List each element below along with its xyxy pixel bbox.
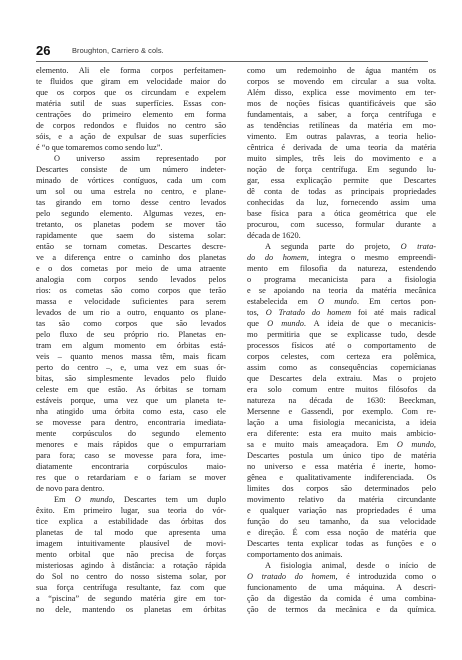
text-line bbox=[36, 538, 226, 549]
text-run: assim como as consequências copernicianas bbox=[247, 363, 436, 372]
text-run: como um redemoinho de água mantém os bbox=[247, 66, 436, 75]
running-head: Broughton, Carriero & cols. bbox=[72, 46, 164, 55]
text-line bbox=[247, 285, 436, 296]
italic-title: O mundo bbox=[318, 297, 357, 306]
text-run: que os corpos que os circundam e expelem bbox=[36, 88, 226, 97]
text-run: de corpos redondos e fluidos no centro são bbox=[36, 121, 226, 130]
text-line bbox=[247, 296, 436, 307]
text-run: a “piscina” de segundo matéria gire em tor- bbox=[36, 594, 226, 603]
text-run: função do seu tamanho, da sua velocidade bbox=[247, 517, 436, 526]
text-run: tas são como corpos que são levados bbox=[36, 319, 226, 328]
text-run: mos de noções físicas quantificáveis que são bbox=[247, 99, 436, 108]
text-run: veis – quanto menos massa têm, mais ficam bbox=[36, 352, 226, 361]
text-run: bitas, são simplesmente levados pelo fluido bbox=[36, 374, 226, 383]
text-line bbox=[36, 76, 226, 87]
text-run: sóis, e a ação de expulsar de suas superfícies bbox=[36, 132, 226, 141]
text-run: êxito. Em primeiro lugar, sua teoria do vór- bbox=[36, 506, 226, 515]
text-line bbox=[247, 351, 436, 362]
text-line bbox=[36, 186, 226, 197]
text-run: diatamente encontraria corpúsculos maio- bbox=[36, 462, 226, 471]
text-line bbox=[247, 142, 436, 153]
text-run: ção da digestão da comida é uma combina- bbox=[247, 594, 436, 603]
text-run: que bbox=[247, 319, 268, 328]
text-line bbox=[247, 307, 436, 318]
text-run: vimento. Em outras palavras, a teoria helio- bbox=[247, 132, 436, 141]
text-line bbox=[36, 142, 226, 153]
text-run: muito simples, três leis do movimento e a bbox=[247, 154, 436, 163]
right-text-column bbox=[247, 65, 436, 615]
text-run: estáveis porque, uma vez que um planeta te- bbox=[36, 396, 226, 405]
italic-title: O tratado do homem bbox=[247, 572, 336, 581]
text-line bbox=[36, 450, 226, 461]
text-line bbox=[36, 395, 226, 406]
text-run: , integra o mesmo empreendi- bbox=[306, 253, 436, 262]
text-line bbox=[247, 252, 436, 263]
text-run: A segunda parte do projeto, bbox=[265, 242, 401, 251]
text-line bbox=[36, 175, 226, 186]
text-run: analogia com corpos sendo levados pelos bbox=[36, 275, 226, 284]
text-line bbox=[36, 274, 226, 285]
text-run: rios: os cometas são como corpos que terão bbox=[36, 286, 226, 295]
text-line bbox=[247, 340, 436, 351]
italic-title: O mundo bbox=[267, 319, 304, 328]
text-line bbox=[36, 428, 226, 439]
text-line bbox=[36, 362, 226, 373]
text-run: tram em algum momento em órbitas está- bbox=[36, 341, 226, 350]
text-run: procurou, com sucesso, formular durante a bbox=[247, 220, 436, 229]
italic-title: O mundo bbox=[74, 495, 113, 504]
text-line bbox=[247, 109, 436, 120]
text-run: e se apoiando na teoria da matéria mecânica bbox=[247, 286, 436, 295]
text-run: natureza na década de 1630: Beeckman, bbox=[247, 396, 436, 405]
text-line bbox=[36, 263, 226, 274]
text-line bbox=[247, 241, 436, 252]
text-line bbox=[36, 285, 226, 296]
text-line bbox=[36, 494, 226, 505]
text-line bbox=[36, 208, 226, 219]
text-line bbox=[247, 274, 436, 285]
text-run: res que o retardariam e o fariam se mover bbox=[36, 473, 226, 482]
text-line bbox=[36, 98, 226, 109]
text-run: massa e velocidade suficientes para serem bbox=[36, 297, 226, 306]
text-line bbox=[247, 472, 436, 483]
text-line bbox=[36, 241, 226, 252]
text-line bbox=[247, 197, 436, 208]
text-line bbox=[247, 571, 436, 582]
text-line bbox=[36, 109, 226, 120]
text-run: as tendências retilíneas da matéria em mo- bbox=[247, 121, 436, 130]
text-run: Descartes postula um único tipo de matéria bbox=[247, 451, 436, 460]
text-run: Descartes tenta explicar todas as funções e o bbox=[247, 539, 436, 548]
text-line bbox=[36, 505, 226, 516]
text-line bbox=[247, 560, 436, 571]
text-run: dê conta de todas as principais propriedades bbox=[247, 187, 436, 196]
text-run: , bbox=[433, 440, 436, 449]
text-run: conhecidas da luz, fornecendo assim uma bbox=[247, 198, 436, 207]
text-line bbox=[36, 384, 226, 395]
text-run: , é introduzida como o bbox=[335, 572, 436, 581]
header-rule bbox=[36, 61, 428, 62]
text-line bbox=[247, 373, 436, 384]
text-run: minado de vórtices contíguos, cada um com bbox=[36, 176, 226, 185]
text-run: cêntrica é derivada de uma teoria da matéria bbox=[247, 143, 436, 152]
text-run: sa e muito mais ameaçadora. Em bbox=[247, 440, 397, 449]
text-line bbox=[36, 560, 226, 571]
text-run: processos físicos até o comportamento de bbox=[247, 341, 436, 350]
italic-title: O Tratado do homem bbox=[265, 308, 352, 317]
text-line bbox=[36, 197, 226, 208]
text-line bbox=[36, 307, 226, 318]
text-line bbox=[247, 538, 436, 549]
text-run: limites dos corpos são determinados pelo bbox=[247, 484, 436, 493]
text-line bbox=[247, 604, 436, 615]
text-run: e direção. É com essa noção de matéria que bbox=[247, 528, 436, 537]
text-line bbox=[36, 461, 226, 472]
text-run: A fisiologia animal, desde o início de bbox=[265, 561, 436, 570]
text-line bbox=[247, 186, 436, 197]
text-run: base física para a ótica geométrica que ele bbox=[247, 209, 436, 218]
text-run: Descartes consiste de um número indeter- bbox=[36, 165, 226, 174]
text-run: e qualquer variação nas propriedades é uma bbox=[247, 506, 436, 515]
page-header bbox=[36, 43, 436, 59]
text-line bbox=[36, 549, 226, 560]
text-line bbox=[247, 87, 436, 98]
text-run: tas girando em torno desse centro levados bbox=[36, 198, 226, 207]
text-run: mo permitiria que se explicasse tudo, desde bbox=[247, 330, 436, 339]
text-line bbox=[36, 373, 226, 384]
text-run: perto do centro –, e, uma vez em suas ór- bbox=[36, 363, 226, 372]
text-run: levados de um rio a outro, enquanto os plane- bbox=[36, 308, 226, 317]
text-line bbox=[247, 65, 436, 76]
text-line bbox=[247, 164, 436, 175]
text-line bbox=[36, 164, 226, 175]
text-run: noção de força centrífuga. Em segundo lu- bbox=[247, 165, 436, 174]
text-line bbox=[36, 406, 226, 417]
text-run: que Descartes dela extraiu. Mas o projeto bbox=[247, 374, 436, 383]
text-line bbox=[36, 483, 226, 494]
text-line bbox=[247, 527, 436, 538]
text-line bbox=[36, 351, 226, 362]
text-run: misteriosas agindo à distância: a rotação rápida bbox=[36, 561, 226, 570]
text-line bbox=[36, 516, 226, 527]
text-line bbox=[247, 450, 436, 461]
text-line bbox=[36, 329, 226, 340]
text-line bbox=[247, 175, 436, 186]
text-line bbox=[247, 208, 436, 219]
text-run: tice explica a estabilidade das órbitas dos bbox=[36, 517, 226, 526]
text-run: um sol ou uma estrela no centro, e plane- bbox=[36, 187, 226, 196]
text-run: foi até mais radical bbox=[351, 308, 436, 317]
text-line bbox=[36, 439, 226, 450]
text-line bbox=[36, 340, 226, 351]
text-line bbox=[247, 461, 436, 472]
text-run: mente corpúsculos do segundo elemento bbox=[36, 429, 226, 438]
text-run: celeste em que estão. As órbitas se tornam bbox=[36, 385, 226, 394]
text-line bbox=[247, 428, 436, 439]
text-line bbox=[247, 417, 436, 428]
text-line bbox=[247, 219, 436, 230]
italic-title: O trata- bbox=[400, 242, 437, 251]
text-run: no universo e essa matéria é inerte, homo- bbox=[247, 462, 436, 471]
text-run: pelo segundo elemento. Algumas vezes, en- bbox=[36, 209, 226, 218]
text-line bbox=[247, 76, 436, 87]
text-run: tretanto, os planetas podem se mover tão bbox=[36, 220, 226, 229]
text-run: planetas de tal modo que apresenta uma bbox=[36, 528, 226, 537]
text-run: do Sol no centro do nosso sistema solar, por bbox=[36, 572, 226, 581]
text-run: . A ideia de que o mecanicis- bbox=[303, 319, 436, 328]
text-line bbox=[36, 120, 226, 131]
text-line bbox=[247, 318, 436, 329]
italic-title: O mundo bbox=[396, 440, 434, 449]
text-line bbox=[247, 131, 436, 142]
text-line bbox=[247, 582, 436, 593]
text-run: ção de termos da mecânica e da química. bbox=[247, 605, 436, 614]
text-run: Em bbox=[54, 495, 75, 504]
text-line bbox=[247, 439, 436, 450]
text-run: gar, essa explicação permite que Descartes bbox=[247, 176, 436, 185]
text-line bbox=[247, 263, 436, 274]
text-run: matéria sutil de suas superfícies. Essas con- bbox=[36, 99, 226, 108]
text-line bbox=[247, 395, 436, 406]
text-line bbox=[36, 131, 226, 142]
text-run: funcionamento de uma máquina. A descri- bbox=[247, 583, 436, 592]
text-run: fundamentais, a saber, a força centrífuga e bbox=[247, 110, 436, 119]
text-line bbox=[36, 582, 226, 593]
text-run: é “o que tomaremos como sendo luz”. bbox=[36, 143, 163, 152]
text-line bbox=[36, 593, 226, 604]
text-line bbox=[247, 483, 436, 494]
text-run: pelo fluxo de seu próprio rio. Planetas en- bbox=[36, 330, 226, 339]
text-run: de novo para dentro. bbox=[36, 484, 105, 493]
left-text-column bbox=[36, 65, 226, 615]
text-run: década de 1620. bbox=[247, 231, 301, 240]
text-line bbox=[36, 230, 226, 241]
text-run: O universo assim representado por bbox=[54, 154, 226, 163]
text-line bbox=[36, 571, 226, 582]
text-run: te fluidos que giram em velocidade maior do bbox=[36, 77, 226, 86]
text-line bbox=[36, 65, 226, 76]
text-run: mento orbital que não precisa de forças bbox=[36, 550, 226, 559]
text-run: era diferente: esta era muito mais ambicio- bbox=[247, 429, 436, 438]
text-line bbox=[36, 219, 226, 230]
text-run: sua força centrífuga resultante, faz com que bbox=[36, 583, 226, 592]
text-run: era solo comum entre muitos filósofos da bbox=[247, 385, 436, 394]
text-line bbox=[247, 516, 436, 527]
text-line bbox=[36, 87, 226, 98]
text-run: rapidamente que saem do sistema solar: bbox=[36, 231, 226, 240]
text-run: comportamento dos animais. bbox=[247, 550, 343, 559]
text-line bbox=[36, 527, 226, 538]
text-run: tos, bbox=[247, 308, 266, 317]
text-line bbox=[247, 593, 436, 604]
text-line bbox=[247, 362, 436, 373]
text-run: o programa mecanicista para a fisiologia bbox=[247, 275, 436, 284]
text-run: Além disso, explica esse movimento em ter- bbox=[247, 88, 436, 97]
text-run: menores e mais rápidos que o empurrariam bbox=[36, 440, 226, 449]
text-run: e o dos cometas por meio de uma atraente bbox=[36, 264, 226, 273]
text-run: ve a diferença entre o caminho dos planetas bbox=[36, 253, 226, 262]
text-run: movimento relativo da matéria circundante bbox=[247, 495, 436, 504]
text-line bbox=[247, 120, 436, 131]
page-number: 26 bbox=[36, 43, 51, 58]
text-run: corpos se movendo em circular a sua volta. bbox=[247, 77, 436, 86]
text-run: imagem intuitivamente plausível de movi- bbox=[36, 539, 226, 548]
text-run: gênea e qualitativamente indiferenciada. Os bbox=[247, 473, 436, 482]
text-line bbox=[247, 329, 436, 340]
text-line bbox=[36, 153, 226, 164]
text-run: . Em certos pon- bbox=[356, 297, 436, 306]
text-run: corpos celestes, com certeza era polêmica, bbox=[247, 352, 436, 361]
text-line bbox=[247, 384, 436, 395]
text-line bbox=[36, 318, 226, 329]
text-line bbox=[36, 296, 226, 307]
text-run: estabelecida em bbox=[247, 297, 319, 306]
text-line bbox=[247, 494, 436, 505]
text-line bbox=[247, 406, 436, 417]
text-run: centrações do primeiro elemento em forma bbox=[36, 110, 226, 119]
text-line bbox=[247, 98, 436, 109]
text-line bbox=[36, 417, 226, 428]
text-run: se movesse para dentro, encontraria imediata- bbox=[36, 418, 226, 427]
text-run: lação a uma fisiologia mecanicista, a ideia bbox=[247, 418, 436, 427]
text-line bbox=[36, 472, 226, 483]
text-run: mento em filosofia da natureza, estendendo bbox=[247, 264, 436, 273]
text-run: Mersenne e Gassendi, por exemplo. Com re- bbox=[247, 407, 436, 416]
text-line bbox=[36, 252, 226, 263]
text-run: então se tornam cometas. Descartes descre- bbox=[36, 242, 226, 251]
text-line bbox=[247, 505, 436, 516]
text-run: , Descartes tem um duplo bbox=[112, 495, 226, 504]
text-line bbox=[247, 549, 436, 560]
text-run: nha atingido uma órbita como esta, caso ele bbox=[36, 407, 226, 416]
text-run: no dele, mantendo os planetas em órbitas bbox=[36, 605, 226, 614]
text-line bbox=[247, 153, 436, 164]
italic-title: do do homem bbox=[247, 253, 307, 262]
text-line bbox=[36, 604, 226, 615]
text-run: elemento. Ali ele forma corpos perfeitamen- bbox=[36, 66, 226, 75]
text-line bbox=[247, 230, 436, 241]
text-run: para fora; caso se movesse para fora, ime- bbox=[36, 451, 226, 460]
